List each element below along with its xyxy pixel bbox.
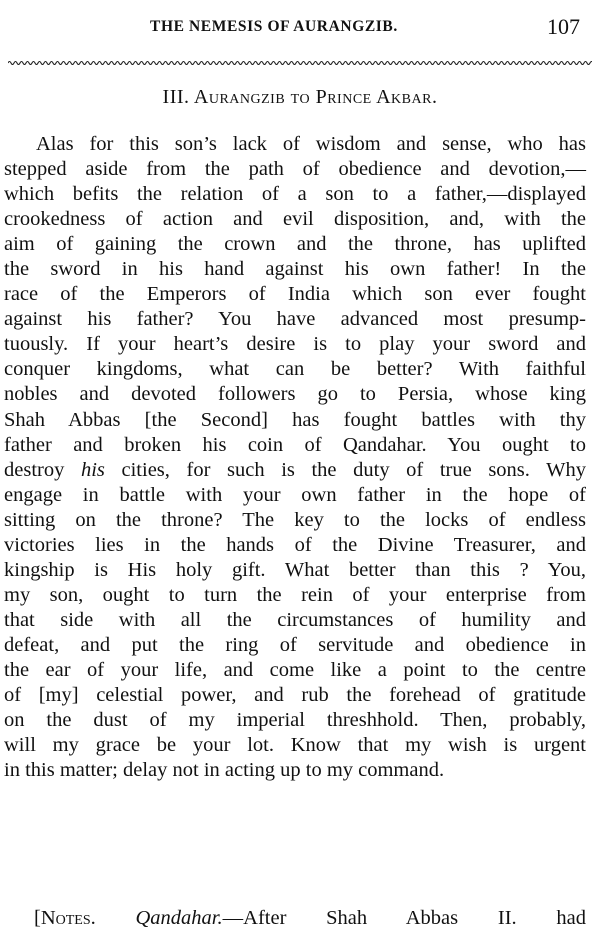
letter-line: stepped aside from the path of obedience and devotion,— <box>4 158 586 181</box>
letter-line: my son, ought to turn the rein of your enterprise from <box>4 583 586 606</box>
letter-line: conquer kingdoms, what can be better? With faithful <box>4 358 586 381</box>
letter-line: race of the Emperors of India which son ever fought <box>4 283 586 306</box>
letter-line: victories lies in the hands of the Divine Treasurer, and <box>4 533 586 556</box>
letter-line: father and broken his coin of Qandahar. You ought to <box>4 433 586 456</box>
letter-line: the ear of your life, and come like a point to the centre <box>4 658 586 681</box>
letter-line: in this matter; delay not in acting up to my command. <box>4 759 445 782</box>
letter-line: which befits the relation of a son to a father,—displayed <box>4 183 586 206</box>
letter-body <box>4 132 586 783</box>
letter-line: Shah Abbas [the Second] has fought battles with thy <box>4 408 586 431</box>
letter-text: cities, for such is the duty of true sons. Why <box>104 458 586 481</box>
letter-line: against his father? You have advanced most presump- <box>4 308 586 331</box>
letter-line: sitting on the throne? The key to the locks of endless <box>4 508 586 531</box>
notes-term: Qandahar. <box>135 907 223 929</box>
letter-line <box>4 458 586 483</box>
letter-line: engage in battle with your own father in the hope of <box>4 483 586 506</box>
page-number: 107 <box>547 14 580 39</box>
letter-line: nobles and devoted followers go to Persia, whose king <box>4 383 586 406</box>
notes-line <box>4 906 586 931</box>
emphasis-his: his <box>80 458 105 481</box>
letter-line: defeat, and put the ring of servitude and obedience in <box>4 633 586 656</box>
letter-line: the sword in his hand against his own father! In the <box>4 258 586 281</box>
running-head <box>0 12 600 42</box>
letter-line: on the dust of my imperial threshhold. Then, probably, <box>4 709 586 732</box>
running-title: THE NEMESIS OF AURANGZIB. <box>150 18 398 35</box>
letter-line: will my grace be your lot. Know that my wish is urgent <box>4 734 586 757</box>
letter-text: destroy <box>4 458 81 481</box>
notes-text: —After Shah Abbas II. had <box>222 907 586 929</box>
notes-prefix: [Notes. <box>34 907 136 929</box>
wavy-rule-divider <box>8 58 592 68</box>
letter-line: tuously. If your heart’s desire is to play your sword and <box>4 333 586 356</box>
notes-paragraph <box>4 906 586 931</box>
letter-line: of [my] celestial power, and rub the forehead of gratitude <box>4 684 586 707</box>
letter-line: kingship is His holy gift. What better than this ? You, <box>4 558 586 581</box>
section-heading: III. Aurangzib to Prince Akbar. <box>162 86 438 108</box>
letter-line: that side with all the circumstances of humility and <box>4 608 586 631</box>
letter-line: aim of gaining the crown and the throne, has uplifted <box>4 233 586 256</box>
letter-line: crookedness of action and evil disposition, and, with the <box>4 208 586 231</box>
letter-line: Alas for this son’s lack of wisdom and sense, who has <box>36 133 586 155</box>
